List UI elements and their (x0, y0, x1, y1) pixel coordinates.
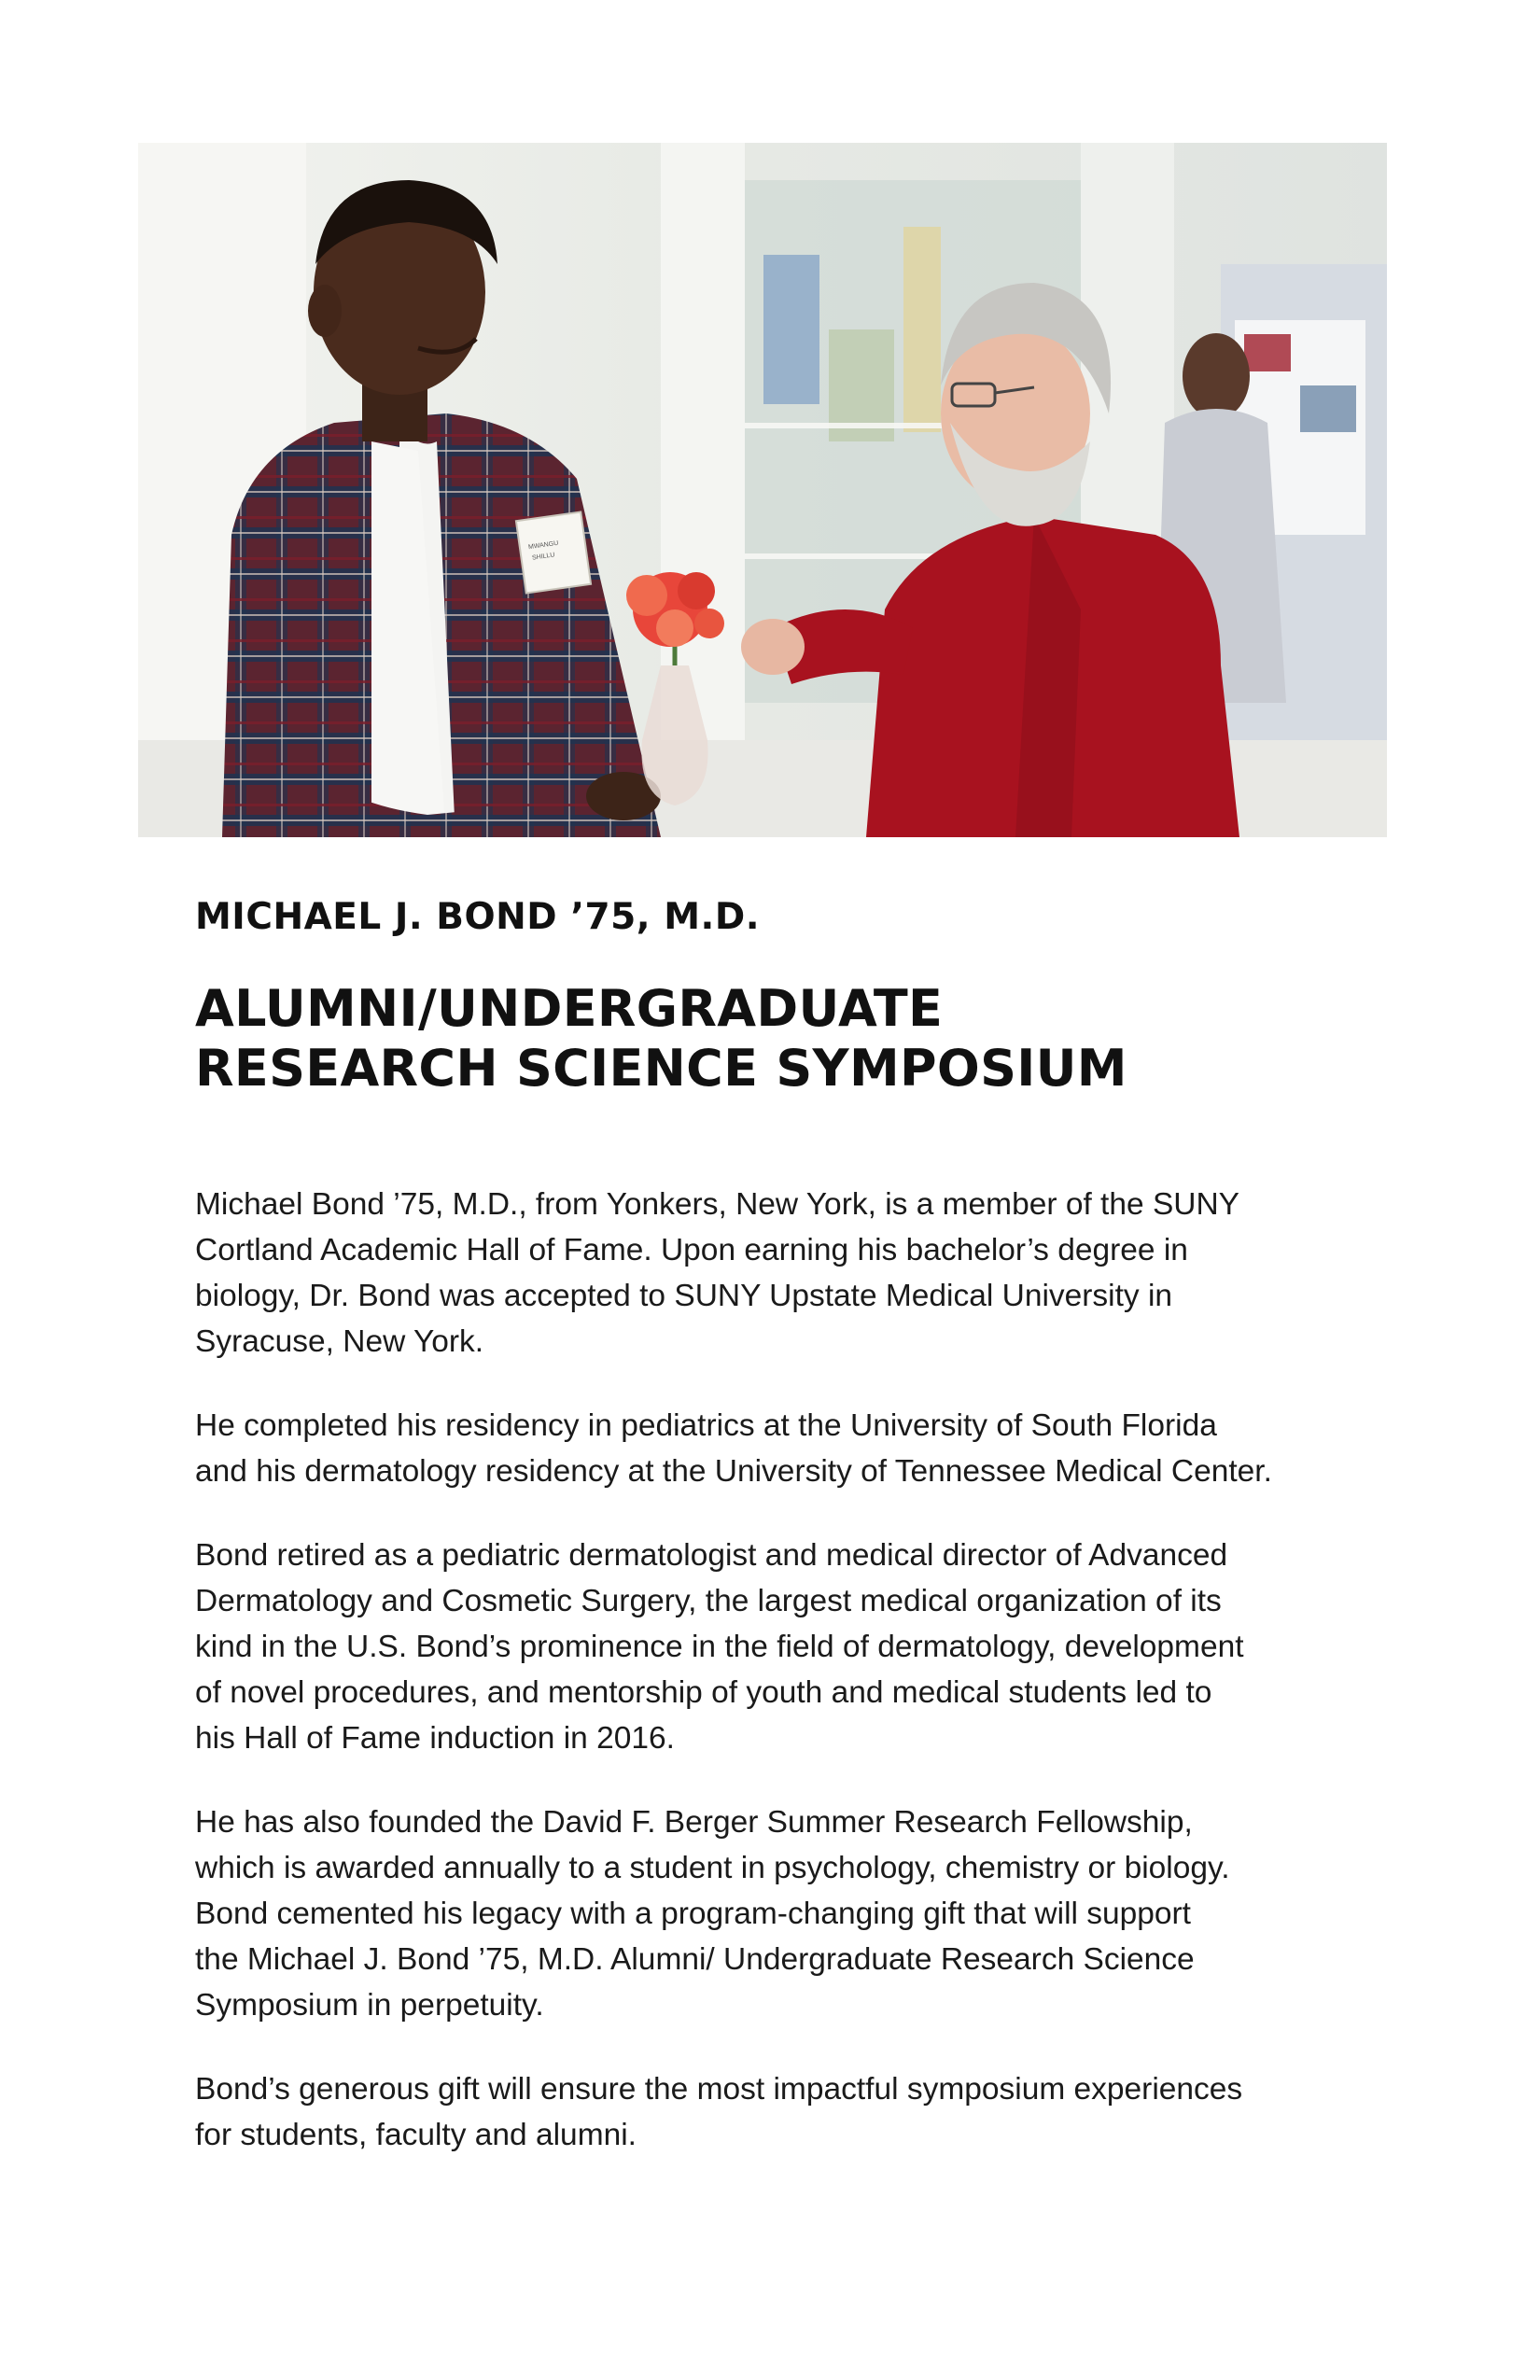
text-line: Bond retired as a pediatric dermatologist and medical director of Advanced (195, 1538, 1228, 1574)
text-line: of novel procedures, and mentorship of youth and medical students led to (195, 1675, 1212, 1711)
hero-photo (138, 143, 1387, 837)
article-body (195, 1182, 1399, 2158)
paragraph (195, 1182, 1399, 1365)
text-line: Michael Bond ’75, M.D., from Yonkers, New York, is a member of the SUNY (195, 1187, 1240, 1223)
text-line: Cortland Academic Hall of Fame. Upon earning his bachelor’s degree in (195, 1233, 1188, 1268)
page-title-line: RESEARCH SCIENCE SYMPOSIUM (195, 1038, 1127, 1098)
text-line: which is awarded annually to a student in psychology, chemistry or biology. (195, 1851, 1230, 1886)
page-title (195, 979, 1399, 1098)
text-line: He completed his residency in pediatrics at the University of South Florida (195, 1408, 1217, 1444)
text-line: Dermatology and Cosmetic Surgery, the largest medical organization of its (195, 1584, 1222, 1619)
paragraph (195, 1533, 1399, 1761)
paragraph (195, 2066, 1399, 2158)
text-line: Bond’s generous gift will ensure the most impactful symposium experiences (195, 2072, 1243, 2107)
hero-photo-illustration (138, 143, 1387, 837)
text-line: his Hall of Fame induction in 2016. (195, 1721, 675, 1757)
text-line: for students, faculty and alumni. (195, 2118, 637, 2153)
text-line: and his dermatology residency at the University of Tennessee Medical Center. (195, 1454, 1272, 1490)
page-title-line: ALUMNI/UNDERGRADUATE (195, 978, 944, 1038)
paragraph (195, 1799, 1399, 2028)
text-line: Symposium in perpetuity. (195, 1988, 544, 2023)
text-line: the Michael J. Bond ’75, M.D. Alumni/ Undergraduate Research Science (195, 1942, 1195, 1978)
name-badge-line-1: MWANGU (527, 539, 559, 552)
text-line: He has also founded the David F. Berger Summer Research Fellowship, (195, 1805, 1193, 1841)
text-line: Bond cemented his legacy with a program-changing gift that will support (195, 1897, 1191, 1932)
article (195, 896, 1399, 2196)
text-line: Syracuse, New York. (195, 1324, 484, 1360)
paragraph (195, 1403, 1399, 1494)
honoree-name: MICHAEL J. BOND ’75, M.D. (195, 896, 761, 938)
text-line: kind in the U.S. Bond’s prominence in the field of dermatology, development (195, 1630, 1244, 1665)
name-badge-line-2: SHILLU (531, 552, 555, 562)
text-line: biology, Dr. Bond was accepted to SUNY Upstate Medical University in (195, 1279, 1173, 1314)
